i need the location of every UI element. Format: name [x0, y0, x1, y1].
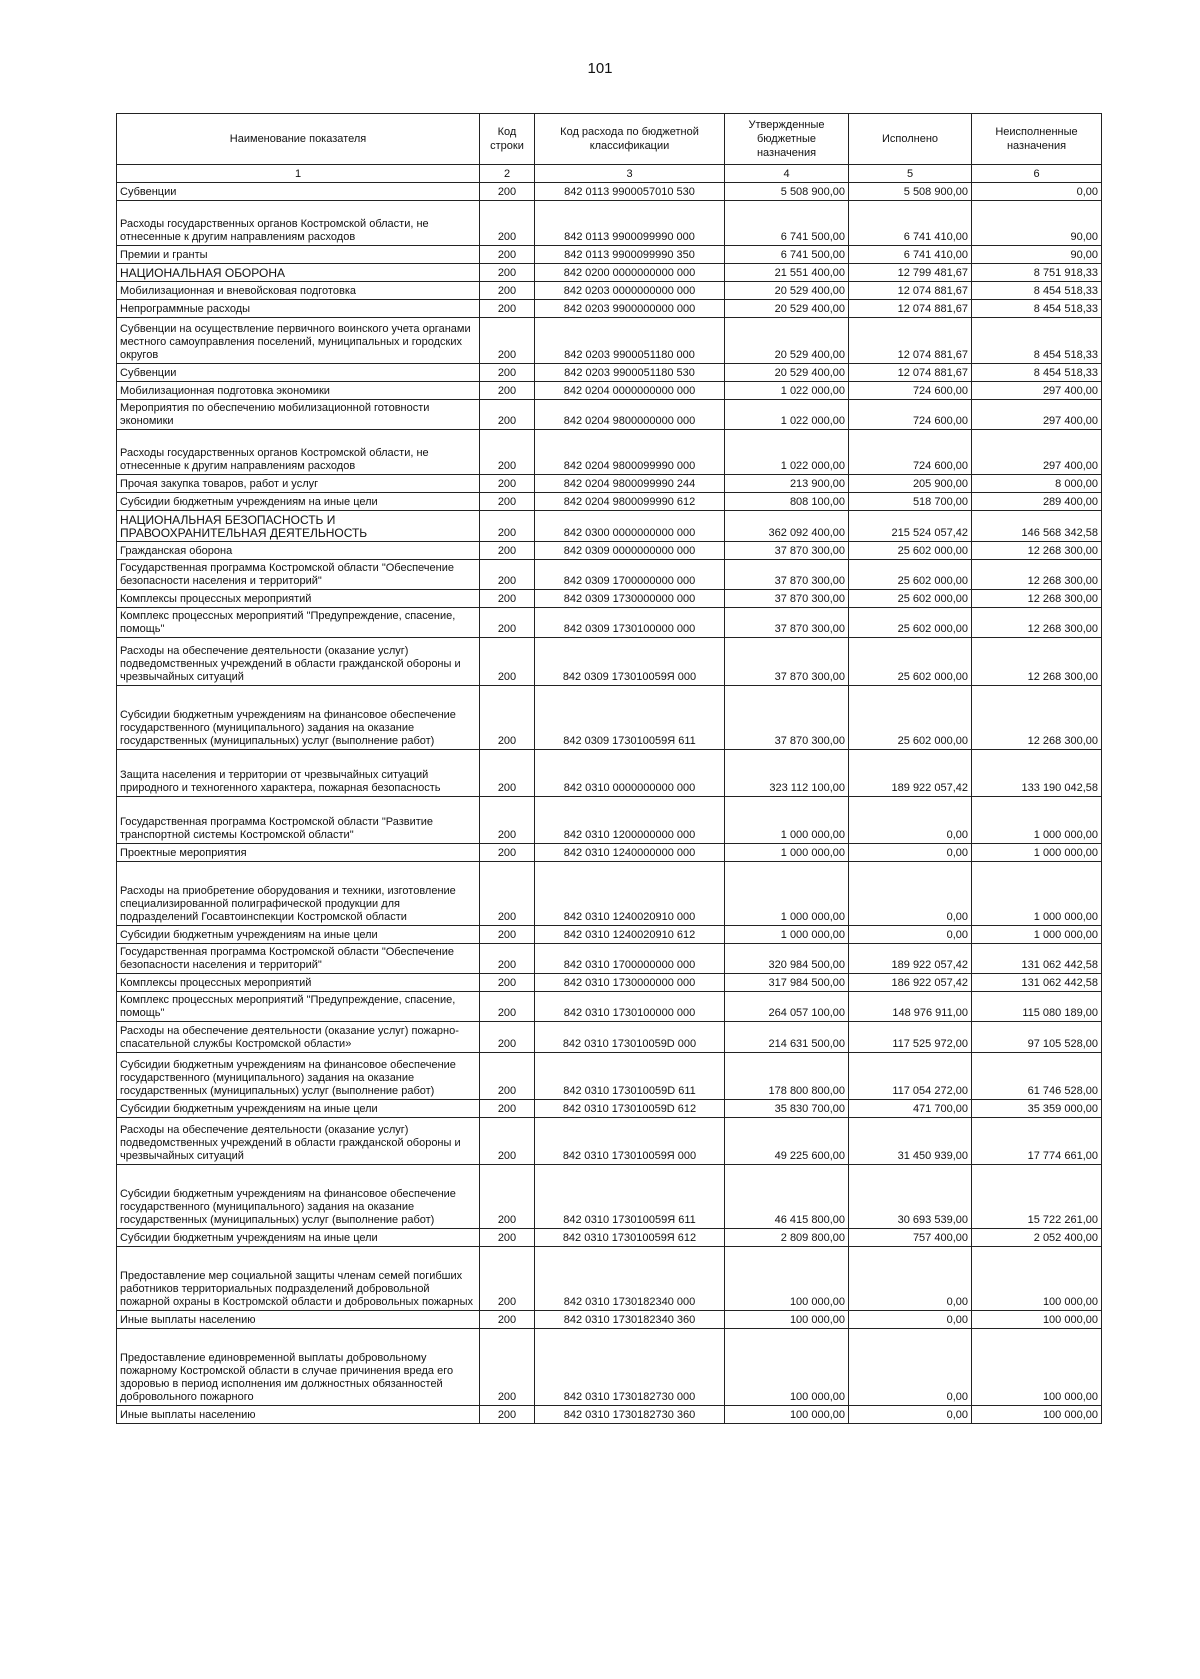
header-row	[117, 114, 1102, 165]
row-unexecuted: 61 746 528,00	[972, 1053, 1102, 1100]
column-number-row	[117, 165, 1102, 183]
row-kbk: 842 0300 0000000000 000	[535, 511, 725, 542]
row-unexecuted: 297 400,00	[972, 400, 1102, 430]
row-executed: 724 600,00	[849, 430, 972, 475]
row-kbk: 842 0203 9900000000 000	[535, 300, 725, 318]
table-row	[117, 750, 1102, 797]
row-unexecuted: 100 000,00	[972, 1406, 1102, 1424]
row-executed: 724 600,00	[849, 382, 972, 400]
row-approved: 808 100,00	[725, 493, 849, 511]
row-executed: 30 693 539,00	[849, 1165, 972, 1229]
row-code: 200	[480, 797, 535, 844]
row-unexecuted: 115 080 189,00	[972, 992, 1102, 1022]
row-kbk: 842 0310 1240020910 612	[535, 926, 725, 944]
table-row	[117, 1022, 1102, 1053]
row-code: 200	[480, 282, 535, 300]
row-name: Субсидии бюджетным учреждениям на иные цели	[117, 1229, 480, 1247]
row-executed: 0,00	[849, 1247, 972, 1311]
row-code: 200	[480, 608, 535, 638]
row-name: Государственная программа Костромской области "Развитие транспортной системы Костромской области"	[117, 797, 480, 844]
row-unexecuted: 12 268 300,00	[972, 686, 1102, 750]
row-executed: 31 450 939,00	[849, 1118, 972, 1165]
row-code: 200	[480, 493, 535, 511]
row-approved: 20 529 400,00	[725, 364, 849, 382]
row-executed: 25 602 000,00	[849, 638, 972, 686]
row-executed: 0,00	[849, 1329, 972, 1406]
row-code: 200	[480, 300, 535, 318]
row-name: Субсидии бюджетным учреждениям на иные цели	[117, 1100, 480, 1118]
row-executed: 471 700,00	[849, 1100, 972, 1118]
page-number: 101	[587, 60, 613, 77]
table-row	[117, 974, 1102, 992]
row-code: 200	[480, 1329, 535, 1406]
row-approved: 1 022 000,00	[725, 430, 849, 475]
row-approved: 214 631 500,00	[725, 1022, 849, 1053]
table-row	[117, 1118, 1102, 1165]
table-row	[117, 400, 1102, 430]
row-code: 200	[480, 944, 535, 974]
table-row	[117, 560, 1102, 590]
row-code: 200	[480, 974, 535, 992]
row-name: Защита населения и территории от чрезвычайных ситуаций природного и техногенного характера, пожарная безопасность	[117, 750, 480, 797]
row-name: Субвенции на осуществление первичного воинского учета органами местного самоуправления поселений, муниципальных и городских округов	[117, 318, 480, 364]
row-approved: 37 870 300,00	[725, 608, 849, 638]
row-code: 200	[480, 475, 535, 493]
row-name: Иные выплаты населению	[117, 1311, 480, 1329]
row-kbk: 842 0310 1730000000 000	[535, 974, 725, 992]
table-row	[117, 382, 1102, 400]
row-kbk: 842 0204 9800099990 612	[535, 493, 725, 511]
row-executed: 6 741 410,00	[849, 246, 972, 264]
row-code: 200	[480, 862, 535, 926]
column-number: 6	[972, 165, 1102, 183]
table-row	[117, 1247, 1102, 1311]
table-row	[117, 264, 1102, 282]
row-unexecuted: 1 000 000,00	[972, 862, 1102, 926]
row-approved: 100 000,00	[725, 1311, 849, 1329]
row-name: Проектные мероприятия	[117, 844, 480, 862]
row-approved: 37 870 300,00	[725, 638, 849, 686]
row-approved: 323 112 100,00	[725, 750, 849, 797]
row-code: 200	[480, 318, 535, 364]
row-unexecuted: 131 062 442,58	[972, 974, 1102, 992]
table-row	[117, 364, 1102, 382]
row-code: 200	[480, 400, 535, 430]
table-row	[117, 201, 1102, 246]
row-code: 200	[480, 992, 535, 1022]
header-name: Наименование показателя	[117, 114, 480, 165]
row-approved: 1 000 000,00	[725, 926, 849, 944]
table-row	[117, 282, 1102, 300]
row-code: 200	[480, 1100, 535, 1118]
row-kbk: 842 0309 1730100000 000	[535, 608, 725, 638]
row-unexecuted: 15 722 261,00	[972, 1165, 1102, 1229]
table-row	[117, 686, 1102, 750]
row-code: 200	[480, 264, 535, 282]
row-executed: 117 525 972,00	[849, 1022, 972, 1053]
row-kbk: 842 0310 1240020910 000	[535, 862, 725, 926]
table-row	[117, 246, 1102, 264]
row-executed: 189 922 057,42	[849, 944, 972, 974]
header-executed: Исполнено	[849, 114, 972, 165]
row-unexecuted: 2 052 400,00	[972, 1229, 1102, 1247]
row-kbk: 842 0310 1240000000 000	[535, 844, 725, 862]
row-approved: 100 000,00	[725, 1406, 849, 1424]
table-row	[117, 608, 1102, 638]
row-name: Комплексы процессных мероприятий	[117, 590, 480, 608]
row-kbk: 842 0310 0000000000 000	[535, 750, 725, 797]
row-name: Мобилизационная и вневойсковая подготовка	[117, 282, 480, 300]
row-code: 200	[480, 1229, 535, 1247]
row-name: Субвенции	[117, 364, 480, 382]
row-kbk: 842 0113 9900057010 530	[535, 183, 725, 201]
table-row	[117, 638, 1102, 686]
row-approved: 20 529 400,00	[725, 300, 849, 318]
row-kbk: 842 0310 1730182340 000	[535, 1247, 725, 1311]
row-approved: 1 000 000,00	[725, 797, 849, 844]
table-row	[117, 1053, 1102, 1100]
row-code: 200	[480, 1311, 535, 1329]
row-approved: 37 870 300,00	[725, 542, 849, 560]
table-row	[117, 183, 1102, 201]
row-executed: 12 799 481,67	[849, 264, 972, 282]
table-row	[117, 1100, 1102, 1118]
row-approved: 178 800 800,00	[725, 1053, 849, 1100]
column-number: 1	[117, 165, 480, 183]
row-unexecuted: 12 268 300,00	[972, 590, 1102, 608]
column-number: 2	[480, 165, 535, 183]
row-approved: 20 529 400,00	[725, 282, 849, 300]
row-name: Расходы на обеспечение деятельности (оказание услуг) подведомственных учреждений в области гражданской обороны и чрезвычайных ситуаций	[117, 1118, 480, 1165]
header-approved: Утвержденные бюджетные назначения	[725, 114, 849, 165]
row-name: Субвенции	[117, 183, 480, 201]
row-code: 200	[480, 686, 535, 750]
table-row	[117, 300, 1102, 318]
row-kbk: 842 0204 9800000000 000	[535, 400, 725, 430]
row-executed: 518 700,00	[849, 493, 972, 511]
row-approved: 37 870 300,00	[725, 590, 849, 608]
row-name: Премии и гранты	[117, 246, 480, 264]
row-code: 200	[480, 430, 535, 475]
row-approved: 6 741 500,00	[725, 246, 849, 264]
table-row	[117, 862, 1102, 926]
row-code: 200	[480, 542, 535, 560]
row-name: Комплекс процессных мероприятий "Предупреждение, спасение, помощь"	[117, 992, 480, 1022]
row-executed: 0,00	[849, 1406, 972, 1424]
row-code: 200	[480, 364, 535, 382]
row-executed: 757 400,00	[849, 1229, 972, 1247]
row-executed: 205 900,00	[849, 475, 972, 493]
row-code: 200	[480, 183, 535, 201]
row-approved: 2 809 800,00	[725, 1229, 849, 1247]
row-unexecuted: 297 400,00	[972, 430, 1102, 475]
row-executed: 25 602 000,00	[849, 608, 972, 638]
row-code: 200	[480, 1053, 535, 1100]
table-row	[117, 1329, 1102, 1406]
row-kbk: 842 0310 1200000000 000	[535, 797, 725, 844]
row-unexecuted: 1 000 000,00	[972, 797, 1102, 844]
row-name: Расходы на обеспечение деятельности (оказание услуг) пожарно-спасательной службы Костромской области»	[117, 1022, 480, 1053]
row-unexecuted: 8 454 518,33	[972, 300, 1102, 318]
row-unexecuted: 100 000,00	[972, 1247, 1102, 1311]
row-approved: 37 870 300,00	[725, 560, 849, 590]
row-name: Прочая закупка товаров, работ и услуг	[117, 475, 480, 493]
row-approved: 362 092 400,00	[725, 511, 849, 542]
row-unexecuted: 8 751 918,33	[972, 264, 1102, 282]
row-unexecuted: 90,00	[972, 201, 1102, 246]
row-name: Непрограммные расходы	[117, 300, 480, 318]
row-approved: 20 529 400,00	[725, 318, 849, 364]
row-kbk: 842 0310 1730182730 000	[535, 1329, 725, 1406]
row-name: Мероприятия по обеспечению мобилизационной готовности экономики	[117, 400, 480, 430]
row-unexecuted: 289 400,00	[972, 493, 1102, 511]
row-kbk: 842 0310 1700000000 000	[535, 944, 725, 974]
row-approved: 1 022 000,00	[725, 382, 849, 400]
row-executed: 12 074 881,67	[849, 282, 972, 300]
row-approved: 213 900,00	[725, 475, 849, 493]
table-row	[117, 493, 1102, 511]
row-executed: 6 741 410,00	[849, 201, 972, 246]
row-unexecuted: 133 190 042,58	[972, 750, 1102, 797]
row-kbk: 842 0309 1730000000 000	[535, 590, 725, 608]
row-executed: 724 600,00	[849, 400, 972, 430]
row-name: Мобилизационная подготовка экономики	[117, 382, 480, 400]
row-unexecuted: 100 000,00	[972, 1329, 1102, 1406]
row-unexecuted: 12 268 300,00	[972, 608, 1102, 638]
row-kbk: 842 0309 0000000000 000	[535, 542, 725, 560]
row-name: НАЦИОНАЛЬНАЯ БЕЗОПАСНОСТЬ И ПРАВООХРАНИТЕЛЬНАЯ ДЕЯТЕЛЬНОСТЬ	[117, 511, 480, 542]
row-kbk: 842 0204 9800099990 000	[535, 430, 725, 475]
row-kbk: 842 0310 173010059D 000	[535, 1022, 725, 1053]
row-unexecuted: 12 268 300,00	[972, 560, 1102, 590]
table-row	[117, 475, 1102, 493]
row-code: 200	[480, 638, 535, 686]
row-executed: 25 602 000,00	[849, 542, 972, 560]
table-row	[117, 318, 1102, 364]
row-unexecuted: 8 000,00	[972, 475, 1102, 493]
row-name: Расходы на обеспечение деятельности (оказание услуг) подведомственных учреждений в области гражданской обороны и чрезвычайных ситуаций	[117, 638, 480, 686]
row-kbk: 842 0200 0000000000 000	[535, 264, 725, 282]
row-code: 200	[480, 382, 535, 400]
row-name: Гражданская оборона	[117, 542, 480, 560]
row-name: НАЦИОНАЛЬНАЯ ОБОРОНА	[117, 264, 480, 282]
row-unexecuted: 8 454 518,33	[972, 318, 1102, 364]
table-row	[117, 926, 1102, 944]
row-kbk: 842 0310 1730100000 000	[535, 992, 725, 1022]
row-code: 200	[480, 1406, 535, 1424]
row-approved: 1 022 000,00	[725, 400, 849, 430]
table-row	[117, 1311, 1102, 1329]
row-unexecuted: 35 359 000,00	[972, 1100, 1102, 1118]
row-name: Субсидии бюджетным учреждениям на финансовое обеспечение государственного (муниципального) задания на оказание государственных (муниципальных) услуг (выполнение работ)	[117, 686, 480, 750]
table-row	[117, 1229, 1102, 1247]
row-approved: 100 000,00	[725, 1247, 849, 1311]
row-kbk: 842 0309 173010059Я 000	[535, 638, 725, 686]
row-code: 200	[480, 844, 535, 862]
row-name: Расходы государственных органов Костромской области, не отнесенные к другим направлениям расходов	[117, 430, 480, 475]
row-approved: 21 551 400,00	[725, 264, 849, 282]
row-approved: 5 508 900,00	[725, 183, 849, 201]
row-kbk: 842 0113 9900099990 350	[535, 246, 725, 264]
table-row	[117, 1406, 1102, 1424]
row-unexecuted: 0,00	[972, 183, 1102, 201]
row-executed: 186 922 057,42	[849, 974, 972, 992]
row-approved: 317 984 500,00	[725, 974, 849, 992]
row-approved: 35 830 700,00	[725, 1100, 849, 1118]
row-name: Субсидии бюджетным учреждениям на иные цели	[117, 493, 480, 511]
row-approved: 1 000 000,00	[725, 862, 849, 926]
row-unexecuted: 12 268 300,00	[972, 542, 1102, 560]
row-code: 200	[480, 750, 535, 797]
row-unexecuted: 1 000 000,00	[972, 926, 1102, 944]
row-executed: 117 054 272,00	[849, 1053, 972, 1100]
table-row	[117, 590, 1102, 608]
row-approved: 264 057 100,00	[725, 992, 849, 1022]
row-kbk: 842 0310 173010059D 611	[535, 1053, 725, 1100]
row-approved: 37 870 300,00	[725, 686, 849, 750]
row-unexecuted: 97 105 528,00	[972, 1022, 1102, 1053]
row-approved: 1 000 000,00	[725, 844, 849, 862]
table-row	[117, 430, 1102, 475]
row-name: Расходы государственных органов Костромской области, не отнесенные к другим направлениям расходов	[117, 201, 480, 246]
row-kbk: 842 0310 173010059Я 612	[535, 1229, 725, 1247]
row-unexecuted: 90,00	[972, 246, 1102, 264]
table-row	[117, 797, 1102, 844]
row-kbk: 842 0204 0000000000 000	[535, 382, 725, 400]
row-unexecuted: 17 774 661,00	[972, 1118, 1102, 1165]
table-row	[117, 844, 1102, 862]
table-body	[117, 183, 1102, 1424]
row-executed: 5 508 900,00	[849, 183, 972, 201]
row-approved: 100 000,00	[725, 1329, 849, 1406]
row-code: 200	[480, 246, 535, 264]
table-row	[117, 944, 1102, 974]
column-number: 3	[535, 165, 725, 183]
row-code: 200	[480, 1022, 535, 1053]
table-row	[117, 1165, 1102, 1229]
row-name: Государственная программа Костромской области "Обеспечение безопасности населения и территорий"	[117, 944, 480, 974]
row-kbk: 842 0310 1730182730 360	[535, 1406, 725, 1424]
row-name: Субсидии бюджетным учреждениям на финансовое обеспечение государственного (муниципального) задания на оказание государственных (муниципальных) услуг (выполнение работ)	[117, 1053, 480, 1100]
row-code: 200	[480, 926, 535, 944]
row-kbk: 842 0309 1700000000 000	[535, 560, 725, 590]
row-kbk: 842 0203 9900051180 000	[535, 318, 725, 364]
row-executed: 0,00	[849, 1311, 972, 1329]
header-code: Код строки	[480, 114, 535, 165]
row-unexecuted: 8 454 518,33	[972, 282, 1102, 300]
row-executed: 25 602 000,00	[849, 686, 972, 750]
row-approved: 49 225 600,00	[725, 1118, 849, 1165]
row-approved: 320 984 500,00	[725, 944, 849, 974]
row-code: 200	[480, 560, 535, 590]
row-unexecuted: 146 568 342,58	[972, 511, 1102, 542]
row-approved: 6 741 500,00	[725, 201, 849, 246]
table-row	[117, 542, 1102, 560]
table-row	[117, 511, 1102, 542]
row-kbk: 842 0113 9900099990 000	[535, 201, 725, 246]
row-name: Комплексы процессных мероприятий	[117, 974, 480, 992]
row-unexecuted: 12 268 300,00	[972, 638, 1102, 686]
row-code: 200	[480, 511, 535, 542]
row-executed: 189 922 057,42	[849, 750, 972, 797]
row-unexecuted: 1 000 000,00	[972, 844, 1102, 862]
header-unexecuted: Неисполненные назначения	[972, 114, 1102, 165]
row-kbk: 842 0309 173010059Я 611	[535, 686, 725, 750]
row-code: 200	[480, 590, 535, 608]
row-kbk: 842 0310 173010059D 612	[535, 1100, 725, 1118]
row-code: 200	[480, 1165, 535, 1229]
row-unexecuted: 297 400,00	[972, 382, 1102, 400]
row-code: 200	[480, 201, 535, 246]
row-name: Государственная программа Костромской области "Обеспечение безопасности населения и территорий"	[117, 560, 480, 590]
budget-execution-table	[116, 113, 1102, 1424]
row-name: Иные выплаты населению	[117, 1406, 480, 1424]
row-executed: 0,00	[849, 797, 972, 844]
row-executed: 215 524 057,42	[849, 511, 972, 542]
header-kbk: Код расхода по бюджетной классификации	[535, 114, 725, 165]
row-executed: 0,00	[849, 844, 972, 862]
row-executed: 12 074 881,67	[849, 318, 972, 364]
row-executed: 0,00	[849, 926, 972, 944]
row-name: Комплекс процессных мероприятий "Предупреждение, спасение, помощь"	[117, 608, 480, 638]
row-executed: 148 976 911,00	[849, 992, 972, 1022]
row-executed: 25 602 000,00	[849, 590, 972, 608]
row-name: Расходы на приобретение оборудования и техники, изготовление специализированной полиграфической продукции для подразделений Госавтоинспекции Костромской области	[117, 862, 480, 926]
row-executed: 12 074 881,67	[849, 364, 972, 382]
row-unexecuted: 8 454 518,33	[972, 364, 1102, 382]
row-unexecuted: 131 062 442,58	[972, 944, 1102, 974]
row-executed: 25 602 000,00	[849, 560, 972, 590]
column-number: 4	[725, 165, 849, 183]
row-name: Предоставление единовременной выплаты добровольному пожарному Костромской области в случае причинения вреда его здоровью в период исполнения им должностных обязанностей добровольного пожарного	[117, 1329, 480, 1406]
row-kbk: 842 0203 0000000000 000	[535, 282, 725, 300]
row-kbk: 842 0310 173010059Я 611	[535, 1165, 725, 1229]
row-executed: 0,00	[849, 862, 972, 926]
row-code: 200	[480, 1247, 535, 1311]
row-approved: 46 415 800,00	[725, 1165, 849, 1229]
row-code: 200	[480, 1118, 535, 1165]
row-kbk: 842 0310 1730182340 360	[535, 1311, 725, 1329]
row-name: Субсидии бюджетным учреждениям на иные цели	[117, 926, 480, 944]
table-row	[117, 992, 1102, 1022]
row-executed: 12 074 881,67	[849, 300, 972, 318]
row-name: Предоставление мер социальной защиты членам семей погибших работников территориальных подразделений добровольной пожарной охраны в Костромской области и добровольных пожарных	[117, 1247, 480, 1311]
row-name: Субсидии бюджетным учреждениям на финансовое обеспечение государственного (муниципального) задания на оказание государственных (муниципальных) услуг (выполнение работ)	[117, 1165, 480, 1229]
row-kbk: 842 0310 173010059Я 000	[535, 1118, 725, 1165]
column-number: 5	[849, 165, 972, 183]
row-kbk: 842 0203 9900051180 530	[535, 364, 725, 382]
row-kbk: 842 0204 9800099990 244	[535, 475, 725, 493]
row-unexecuted: 100 000,00	[972, 1311, 1102, 1329]
